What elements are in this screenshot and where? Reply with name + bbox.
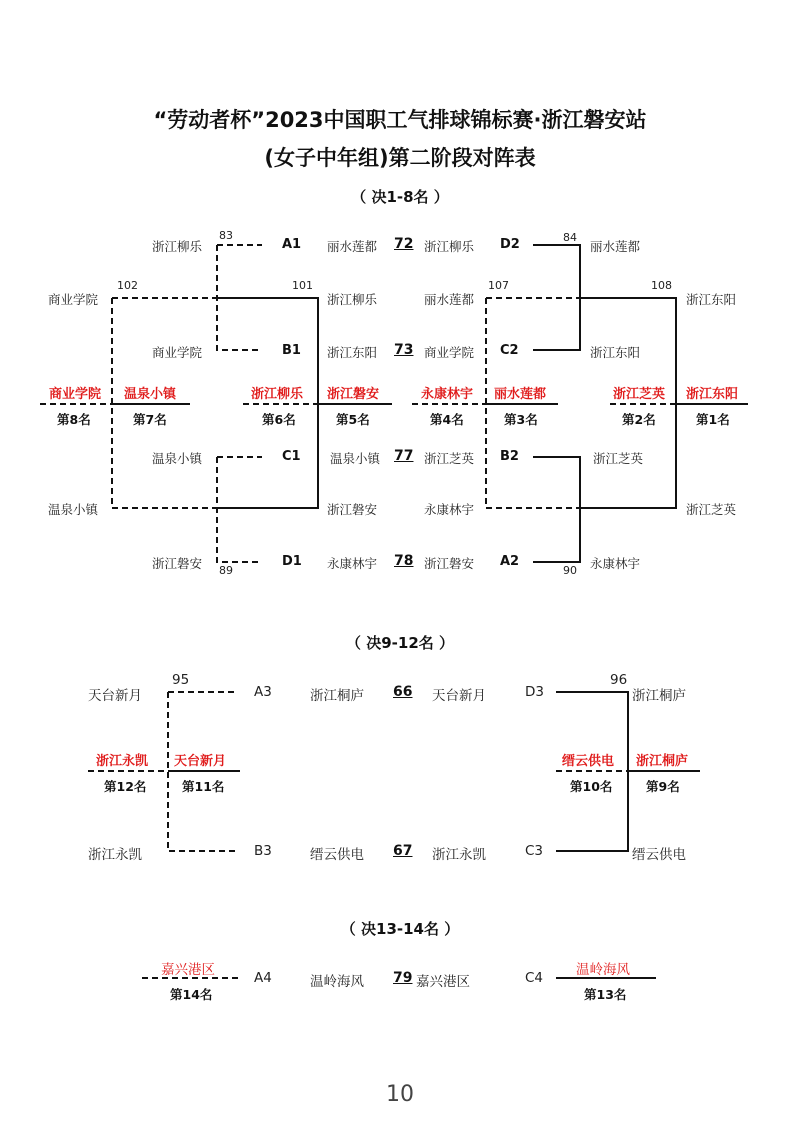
- result-rank: 第4名: [430, 412, 464, 427]
- team-label: 浙江芝英: [424, 451, 475, 466]
- result-team: 商业学院: [49, 387, 102, 402]
- result-team: 嘉兴港区: [161, 962, 215, 978]
- team-label: 浙江永凯: [88, 847, 142, 863]
- team-label: 丽水莲都: [327, 239, 378, 254]
- team-label: 浙江柳乐: [327, 292, 378, 307]
- result-rank: 第8名: [57, 412, 91, 427]
- result-rank: 第3名: [504, 412, 538, 427]
- team-label: 温岭海风: [310, 974, 364, 990]
- page-subtitle: (女子中年组)第二阶段对阵表: [264, 146, 536, 170]
- team-label: 商业学院: [424, 345, 475, 360]
- team-label: 天台新月: [88, 688, 142, 704]
- slot-b2: B2: [500, 449, 519, 464]
- section-heading-1-8: （ 决1-8名 ）: [351, 188, 449, 206]
- team-label: 丽水莲都: [590, 239, 641, 254]
- match-number: 89: [219, 564, 233, 577]
- result-rank: 第14名: [170, 987, 213, 1002]
- result-team: 浙江永凯: [96, 754, 149, 769]
- match-number: 90: [563, 564, 577, 577]
- result-rank: 第13名: [584, 987, 627, 1002]
- score: 79: [393, 970, 413, 986]
- page-title: “劳动者杯”2023中国职工气排球锦标赛·浙江磐安站: [153, 108, 647, 132]
- slot-c3: C3: [525, 843, 544, 859]
- team-label: 丽水莲都: [424, 292, 475, 307]
- page-number: 10: [386, 1082, 414, 1107]
- score: 77: [394, 448, 414, 464]
- result-rank: 第2名: [622, 412, 656, 427]
- match-number: 107: [488, 279, 509, 292]
- team-label: 商业学院: [152, 345, 203, 360]
- result-rank: 第6名: [262, 412, 296, 427]
- result-rank: 第7名: [133, 412, 167, 427]
- match-number: 102: [117, 279, 138, 292]
- team-label: 浙江磐安: [327, 502, 378, 517]
- slot-a2: A2: [500, 554, 520, 569]
- team-label: 商业学院: [48, 292, 99, 307]
- result-rank: 第1名: [696, 412, 730, 427]
- slot-b3: B3: [254, 843, 272, 859]
- team-label: 天台新月: [432, 688, 486, 704]
- team-label: 嘉兴港区: [416, 974, 470, 990]
- result-team: 温泉小镇: [124, 387, 177, 402]
- result-team: 缙云供电: [562, 754, 615, 769]
- slot-d3: D3: [525, 684, 544, 700]
- score: 73: [394, 342, 414, 358]
- match-number: 95: [172, 672, 190, 688]
- score: 66: [393, 684, 413, 700]
- slot-a4: A4: [254, 970, 272, 986]
- team-label: 永康林宇: [327, 556, 378, 571]
- slot-c1: C1: [282, 449, 301, 464]
- match-number: 83: [219, 229, 233, 242]
- score: 78: [394, 553, 414, 569]
- team-label: 浙江芝英: [686, 502, 737, 517]
- slot-a1: A1: [282, 237, 302, 252]
- team-label: 浙江东阳: [590, 345, 641, 360]
- match-number: 84: [563, 231, 577, 244]
- result-rank: 第5名: [336, 412, 370, 427]
- team-label: 浙江柳乐: [152, 239, 203, 254]
- team-label: 浙江芝英: [593, 451, 644, 466]
- team-label: 温泉小镇: [330, 451, 381, 466]
- result-rank: 第9名: [646, 779, 680, 794]
- result-rank: 第11名: [182, 779, 225, 794]
- score: 72: [394, 236, 414, 252]
- team-label: 温泉小镇: [48, 502, 99, 517]
- result-team: 浙江桐庐: [636, 754, 689, 769]
- match-number: 101: [292, 279, 313, 292]
- result-team: 浙江东阳: [686, 387, 739, 402]
- result-team: 温岭海风: [576, 962, 630, 978]
- section-heading-9-12: （ 决9-12名 ）: [346, 634, 454, 652]
- match-number: 96: [610, 672, 628, 688]
- team-label: 浙江磐安: [152, 556, 203, 571]
- team-label: 浙江东阳: [686, 292, 737, 307]
- section-heading-13-14: （ 决13-14名 ）: [340, 920, 460, 938]
- team-label: 浙江桐庐: [632, 688, 686, 704]
- team-label: 温泉小镇: [152, 451, 203, 466]
- match-number: 108: [651, 279, 672, 292]
- team-label: 缙云供电: [632, 847, 686, 863]
- slot-c4: C4: [525, 970, 544, 986]
- team-label: 浙江柳乐: [424, 239, 475, 254]
- team-label: 浙江磐安: [424, 556, 475, 571]
- result-team: 浙江柳乐: [251, 387, 304, 402]
- team-label: 缙云供电: [310, 847, 364, 863]
- result-team: 永康林宇: [421, 387, 474, 402]
- slot-a3: A3: [254, 684, 272, 700]
- slot-d1: D1: [282, 554, 302, 569]
- slot-c2: C2: [500, 343, 519, 358]
- result-rank: 第10名: [570, 779, 613, 794]
- result-team: 浙江磐安: [327, 387, 380, 402]
- team-label: 浙江东阳: [327, 345, 378, 360]
- score: 67: [393, 843, 413, 859]
- result-team: 天台新月: [174, 754, 227, 769]
- team-label: 永康林宇: [424, 502, 475, 517]
- slot-b1: B1: [282, 343, 301, 358]
- result-team: 丽水莲都: [494, 387, 547, 402]
- team-label: 浙江桐庐: [310, 688, 364, 704]
- team-label: 永康林宇: [590, 556, 641, 571]
- team-label: 浙江永凯: [432, 847, 486, 863]
- slot-d2: D2: [500, 237, 520, 252]
- result-rank: 第12名: [104, 779, 147, 794]
- result-team: 浙江芝英: [613, 387, 666, 402]
